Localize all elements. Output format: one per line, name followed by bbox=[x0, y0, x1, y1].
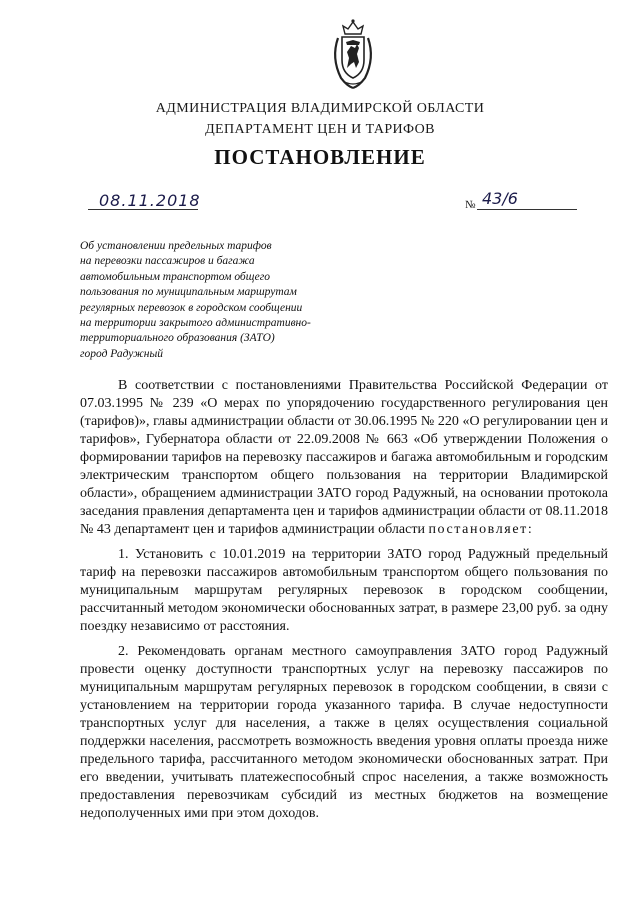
resolves-word: постановляет: bbox=[428, 522, 534, 537]
preamble-paragraph bbox=[80, 377, 608, 539]
item-1-paragraph: 1. Установить с 10.01.2019 на территории ЗАТО город Радужный предельный тариф на перевозки пассажиров автомобильным транспортом общего пользования по муниципальным маршрутам регулярных перевозок в городском сообщении, рассчитанный методом экономически обоснованных затрат, в размере 23,00 руб. за одну поездку независимо от расстояния. bbox=[80, 547, 608, 634]
document-type-title: ПОСТАНОВЛЕНИЕ bbox=[214, 145, 426, 169]
subject-line: Об установлении предельных тарифов bbox=[80, 240, 272, 252]
department-name: ДЕПАРТАМЕНТ ЦЕН И ТАРИФОВ bbox=[205, 122, 435, 137]
date-underline bbox=[88, 209, 198, 210]
document-subject bbox=[80, 239, 370, 362]
subject-line: на территории закрытого административно- bbox=[80, 317, 311, 330]
subject-line: территориального образования (ЗАТО) bbox=[80, 332, 275, 345]
subject-line: регулярных перевозок в городском сообщении bbox=[80, 301, 303, 314]
subject-line: пользования по муниципальным маршрутам bbox=[80, 286, 297, 299]
number-underline bbox=[477, 209, 577, 210]
subject-line: автомобильным транспортом общего bbox=[80, 270, 271, 283]
document-number: 43/6 bbox=[482, 189, 518, 208]
preamble-text: В соответствии с постановлениями Правительства Российской Федерации от 07.03.1995 № 239 «О мерах по упорядочению государственного регулирования цен (тарифов)», главы администрации области от 30.06.1995 № 220 «О регулировании цен и тарифов», Губернатора области от 22.09.2008 № 663 «Об утверждении Положения о формировании тарифов на перевозку пассажиров и багажа автомобильным и городским электрическим транспортом общего пользования на территории Владимирской области», обращением администрации ЗАТО город Радужный, на основании протокола заседания правления департамента цен и тарифов администрации области от 08.11.2018 № 43 департамент цен и тарифов администрации области bbox=[80, 378, 608, 537]
subject-line: на перевозки пассажиров и багажа bbox=[80, 255, 255, 268]
item-2-paragraph: 2. Рекомендовать органам местного самоуправления ЗАТО город Радужный провести оценку доступности транспортных услуг на перевозку пассажиров по муниципальным маршрутам регулярных перевозок в городском сообщении, в связи с установлением на территории города указанного тарифа. В случае недоступности транспортных услуг для населения, а также в целях осуществления социальной поддержки населения, рассмотреть возможность введения уровня оплаты проезда ниже предельного тарифа, рассчитанного методом экономически обоснованных затрат. При его введении, учитывать платежеспособный спрос населения, а также возможность предоставления перевозчикам субсидий из местных бюджетов на возмещение недополученных ими при этом доходов. bbox=[80, 644, 608, 821]
subject-line: город Радужный bbox=[80, 347, 164, 360]
document-body bbox=[80, 377, 608, 830]
coat-of-arms-icon bbox=[329, 18, 377, 90]
number-label: № bbox=[465, 199, 476, 211]
organization-name: АДМИНИСТРАЦИЯ ВЛАДИМИРСКОЙ ОБЛАСТИ bbox=[155, 101, 485, 116]
document-date: 08.11.2018 bbox=[99, 191, 201, 210]
